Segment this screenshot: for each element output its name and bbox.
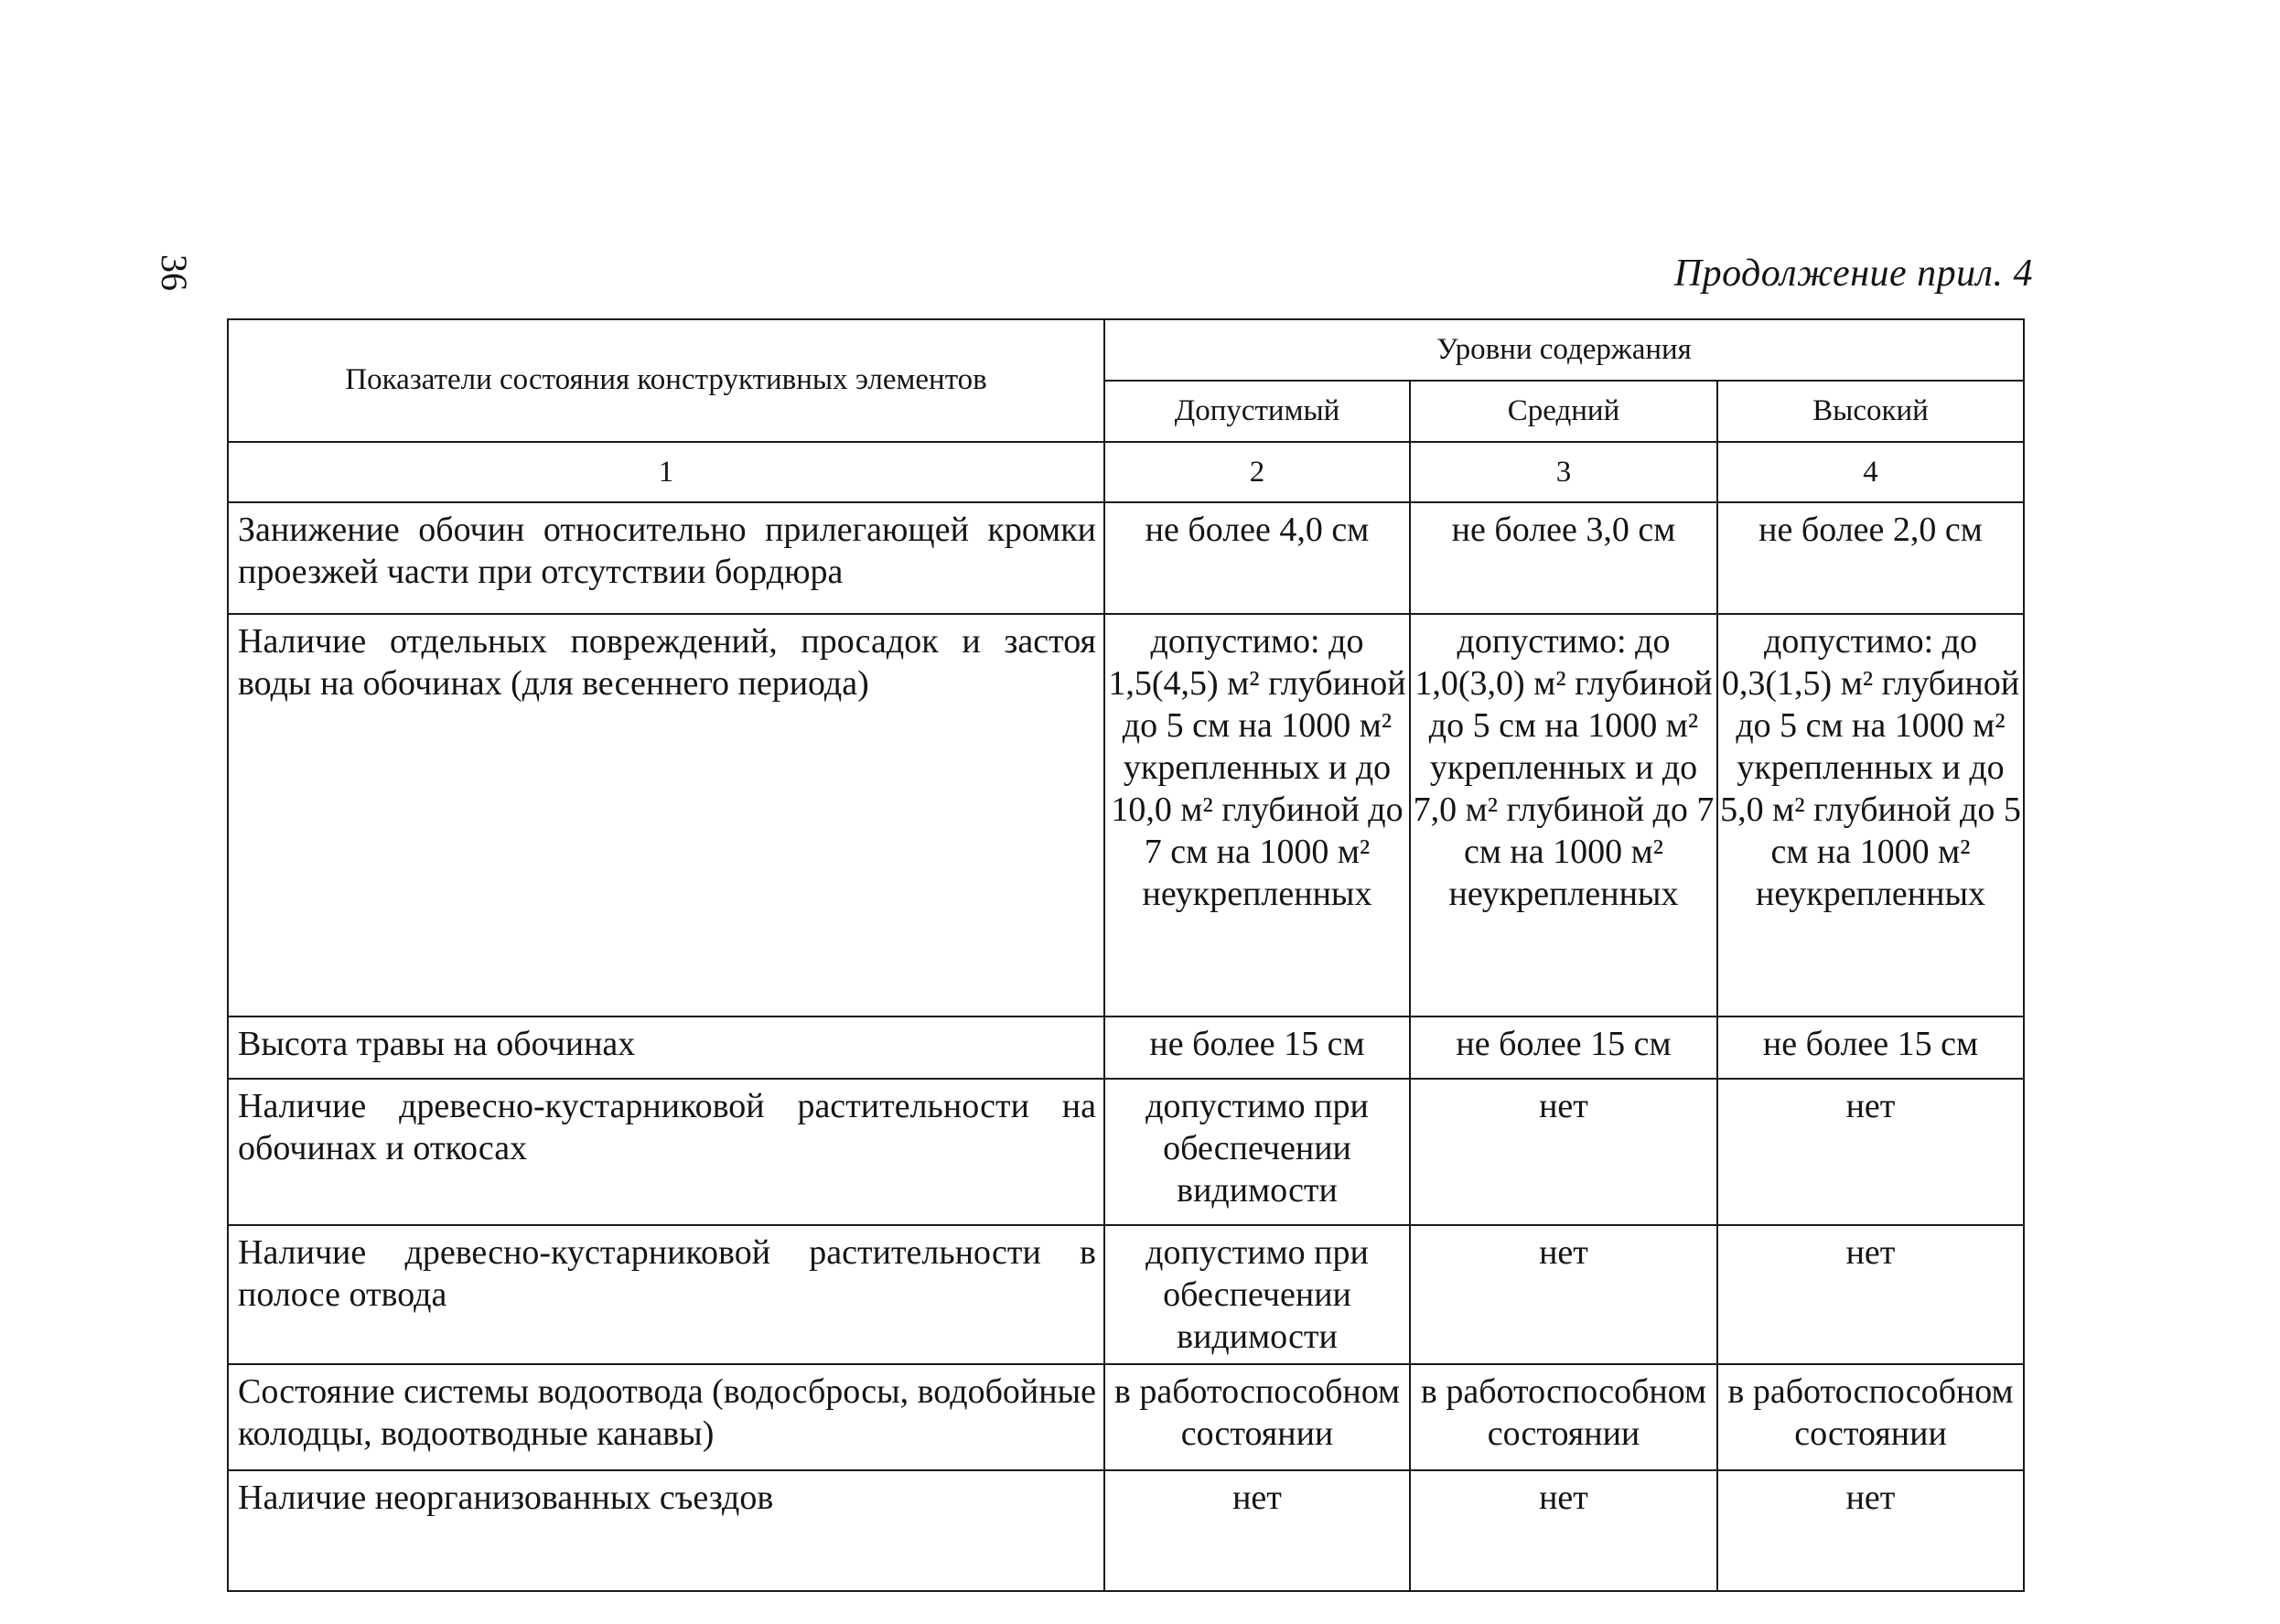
indicator-cell: Наличие неорганизованных съездов (228, 1470, 1104, 1591)
page-number: 36 (154, 254, 195, 291)
indicator-cell: Состояние системы водоотвода (водосбросы, водобойные колодцы, водоотводные канавы) (228, 1364, 1104, 1470)
indicator-cell: Наличие древесно-кустарниковой растительности на обочинах и откосах (228, 1079, 1104, 1225)
indicator-cell: Занижение обочин относительно прилегающей кромки проезжей части при отсутствии бордюра (228, 502, 1104, 614)
column-number-4: 4 (1717, 442, 2024, 502)
value-medium: нет (1410, 1225, 1717, 1364)
table-row (228, 1016, 2024, 1079)
value-medium: допустимо: до 1,0(3,0) м² глубиной до 5 см на 1000 м² укрепленных и до 7,0 м² глубиной до 7 см на 1000 м² неукрепленных (1410, 614, 1717, 1016)
value-high: нет (1717, 1225, 2024, 1364)
header-indicator-column: Показатели состояния конструктивных элементов (228, 319, 1104, 442)
table-row (228, 1470, 2024, 1591)
value-acceptable: в работоспособном состоянии (1104, 1364, 1410, 1470)
value-high: в работоспособном состоянии (1717, 1364, 2024, 1470)
header-levels-group: Уровни содержания (1104, 319, 2024, 381)
table-row (228, 1364, 2024, 1470)
value-acceptable: не более 4,0 см (1104, 502, 1410, 614)
value-acceptable: допустимо: до 1,5(4,5) м² глубиной до 5 см на 1000 м² укрепленных и до 10,0 м² глубиной до 7 см на 1000 м² неукрепленных (1104, 614, 1410, 1016)
maintenance-levels-table (227, 318, 2025, 1592)
value-medium: нет (1410, 1079, 1717, 1225)
value-acceptable: допустимо при обеспечении видимости (1104, 1225, 1410, 1364)
header-level-medium: Средний (1410, 381, 1717, 442)
indicator-cell: Наличие отдельных повреждений, просадок и застоя воды на обочинах (для весеннего периода) (228, 614, 1104, 1016)
value-medium: не более 15 см (1410, 1016, 1717, 1079)
indicator-cell: Наличие древесно-кустарниковой растительности в полосе отвода (228, 1225, 1104, 1364)
value-high: не более 15 см (1717, 1016, 2024, 1079)
value-high: нет (1717, 1470, 2024, 1591)
indicator-cell: Высота травы на обочинах (228, 1016, 1104, 1079)
header-level-high: Высокий (1717, 381, 2024, 442)
value-medium: нет (1410, 1470, 1717, 1591)
value-acceptable: нет (1104, 1470, 1410, 1591)
value-acceptable: не более 15 см (1104, 1016, 1410, 1079)
appendix-continuation-caption: Продолжение прил. 4 (1673, 253, 2033, 295)
value-high: допустимо: до 0,3(1,5) м² глубиной до 5 см на 1000 м² укрепленных и до 5,0 м² глубиной до 5 см на 1000 м² неукрепленных (1717, 614, 2024, 1016)
header-level-acceptable: Допустимый (1104, 381, 1410, 442)
value-medium: в работоспособном состоянии (1410, 1364, 1717, 1470)
column-number-3: 3 (1410, 442, 1717, 502)
value-high: нет (1717, 1079, 2024, 1225)
value-medium: не более 3,0 см (1410, 502, 1717, 614)
table-row (228, 1079, 2024, 1225)
value-acceptable: допустимо при обеспечении видимости (1104, 1079, 1410, 1225)
column-number-2: 2 (1104, 442, 1410, 502)
table-row (228, 1225, 2024, 1364)
table-row (228, 614, 2024, 1016)
value-high: не более 2,0 см (1717, 502, 2024, 614)
table-row (228, 502, 2024, 614)
column-number-1: 1 (228, 442, 1104, 502)
